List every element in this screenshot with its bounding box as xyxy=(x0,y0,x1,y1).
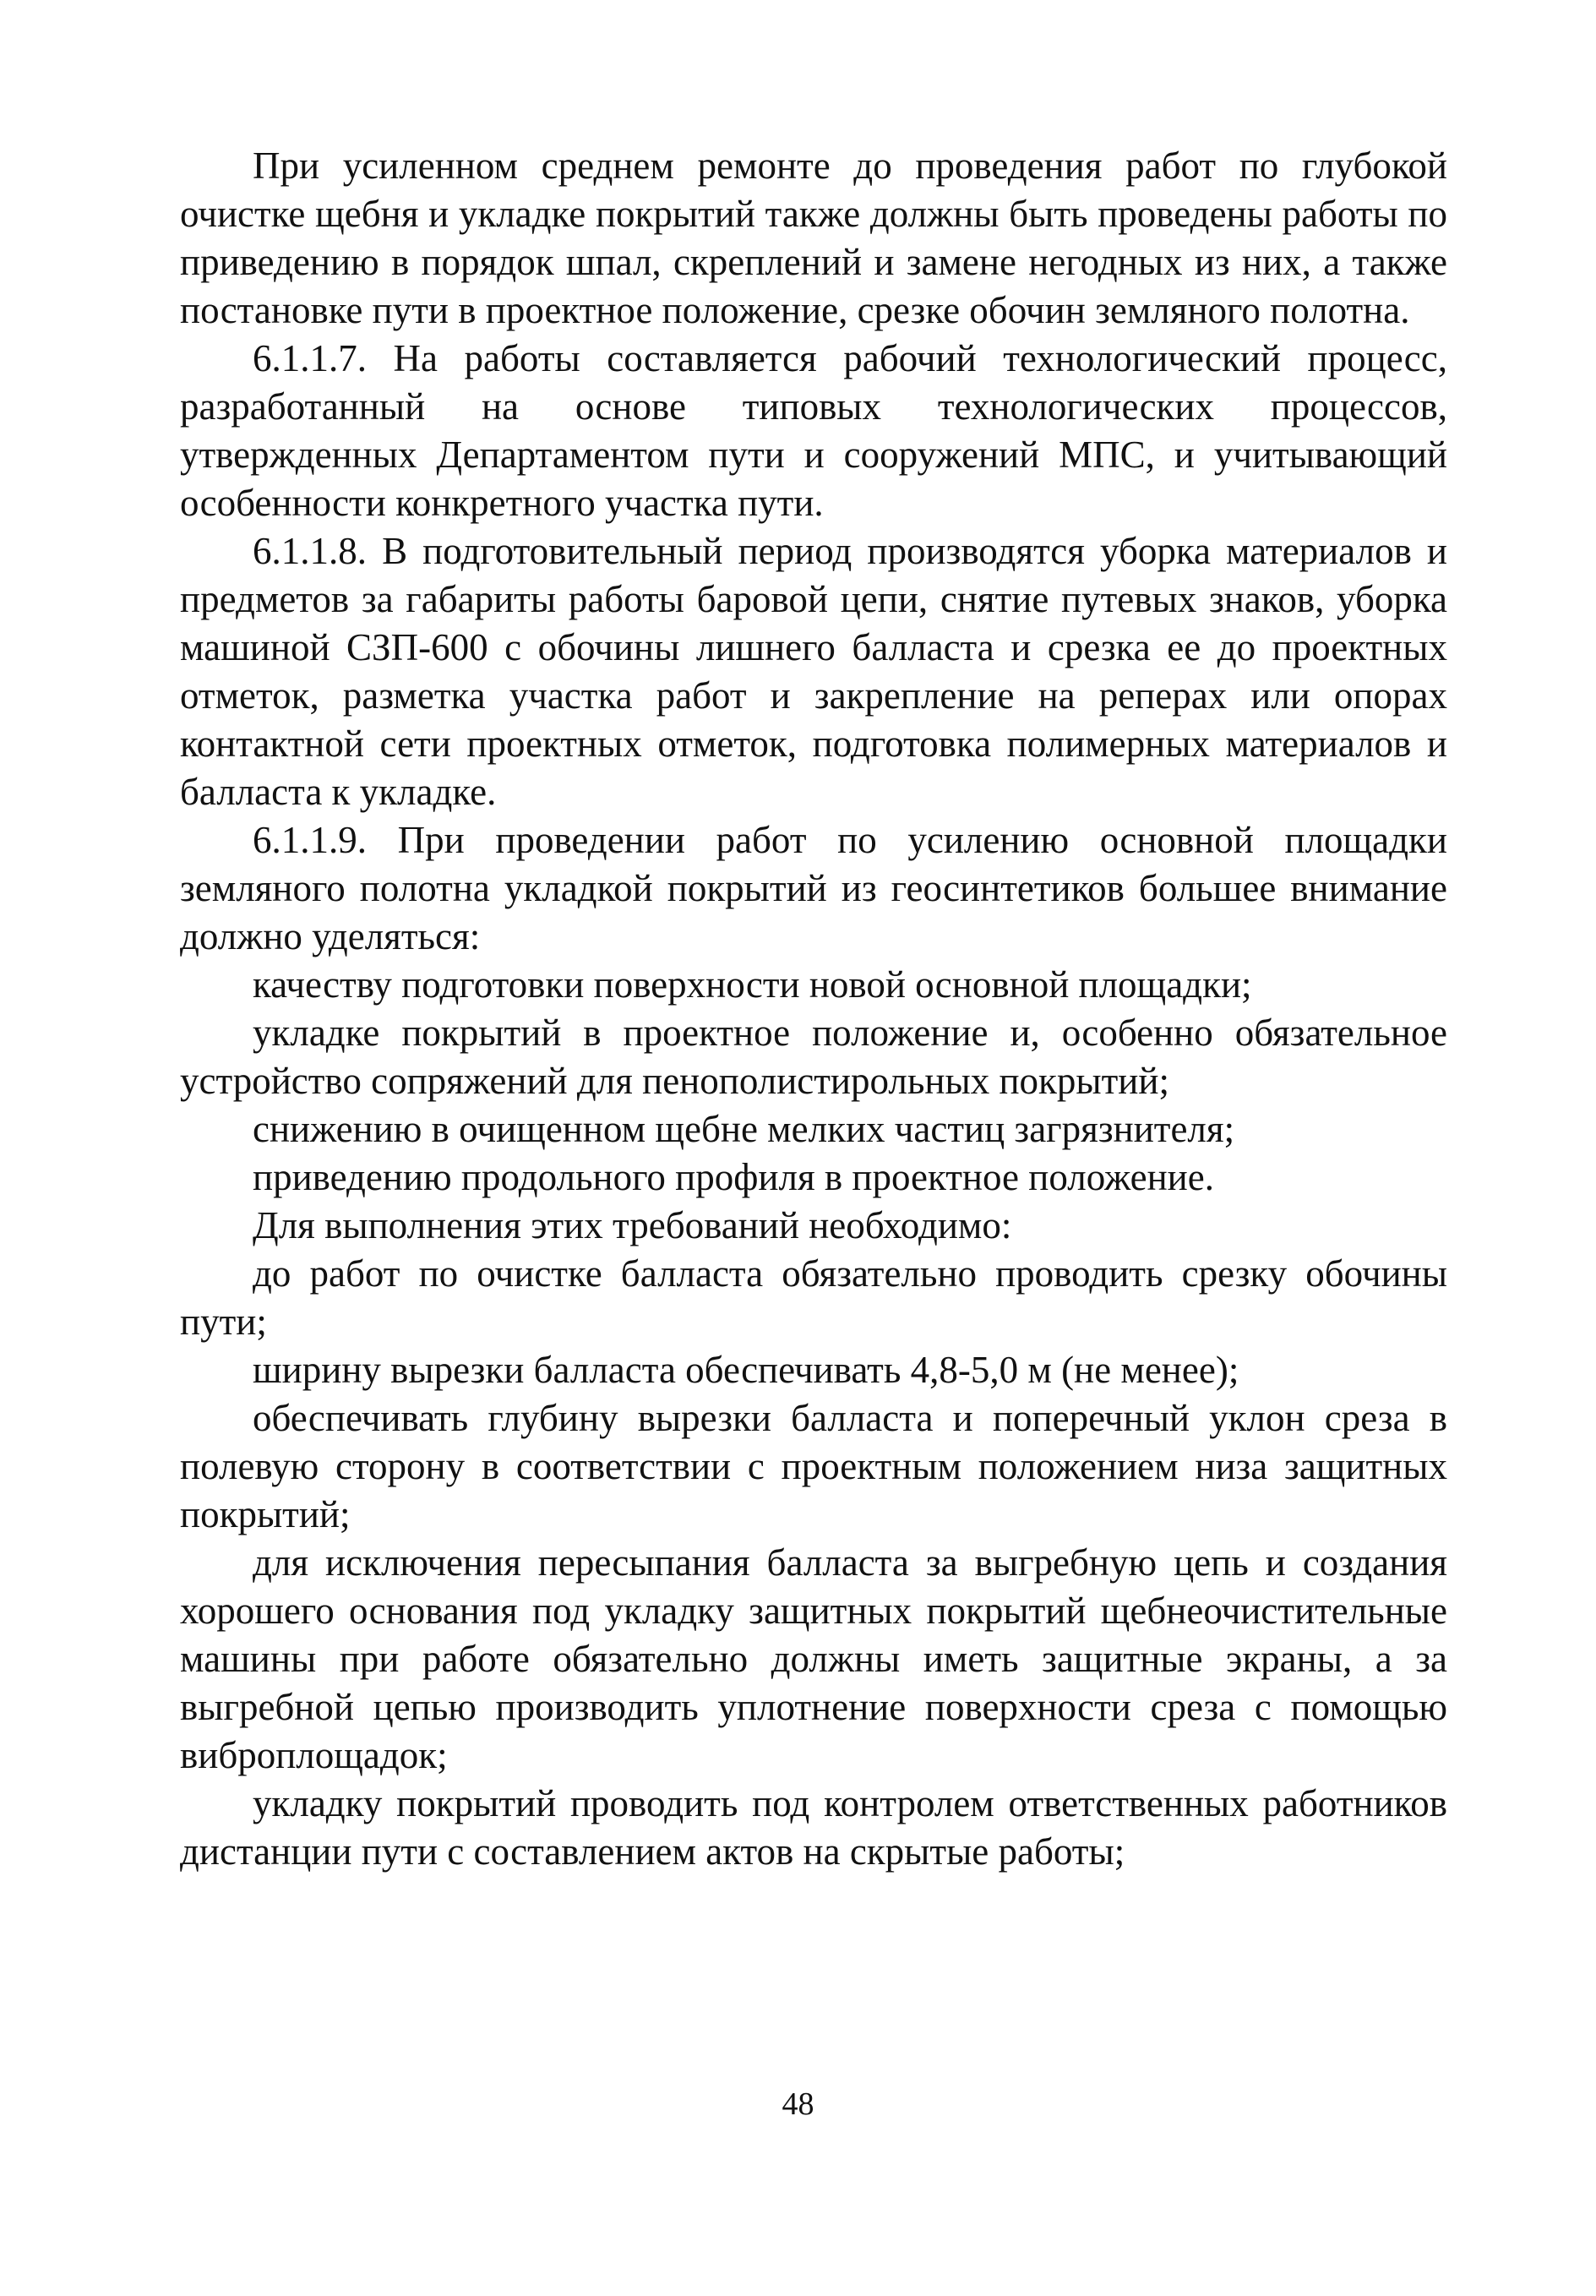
list-item-longitudinal-profile: приведению продольного профиля в проектное положение. xyxy=(253,1156,1214,1198)
list-item-shoulder-cutting: до работ по очистке балласта обязательно проводить срезку обочины пути; xyxy=(180,1252,1447,1343)
paragraph-6-1-1-9: 6.1.1.9. При проведении работ по усилению основной площадки земляного полотна укладкой покрытий из геосинтетиков большее внимание должно уделяться: xyxy=(180,819,1447,957)
list-item-inspection-acts: укладку покрытий проводить под контролем ответственных работников дистанции пути с составлением актов на скрытые работы; xyxy=(180,1782,1447,1873)
list-item-protective-screens: для исключения пересыпания балласта за выгребную цепь и создания хорошего основания под укладку защитных покрытий щебнеочистительные машины при работе обязательно должны иметь защитные экраны, а за выгребной цепью производить уплотнение поверхности среза с помощью виброплощадок; xyxy=(180,1541,1447,1776)
list-item-cut-depth: обеспечивать глубину вырезки балласта и поперечный уклон среза в полевую сторону в соответствии с проектным положением низа защитных покрытий; xyxy=(180,1397,1447,1535)
paragraph-6-1-1-7: 6.1.1.7. На работы составляется рабочий технологический процесс, разработанный на основе типовых технологических процессов, утвержденных Департаментом пути и сооружений МПС, и учитывающий особенности конкретного участка пути. xyxy=(180,337,1447,524)
page-number: 48 xyxy=(782,2086,814,2122)
body-text xyxy=(180,142,1447,1876)
requirements-intro: Для выполнения этих требований необходимо: xyxy=(253,1204,1012,1246)
list-item-surface-quality: качеству подготовки поверхности новой основной площадки; xyxy=(253,963,1252,1006)
paragraph-1: При усиленном среднем ремонте до проведения работ по глубокой очистке щебня и укладке покрытий также должны быть проведены работы по приведению в порядок шпал, скреплений и замене негодных из них, а также постановке пути в проектное положение, срезке обочин земляного полотна. xyxy=(180,145,1447,331)
list-item-fine-particles: снижению в очищенном щебне мелких частиц загрязнителя; xyxy=(253,1108,1235,1150)
list-item-coating-placement: укладке покрытий в проектное положение и, особенно обязательное устройство сопряжений для пенополистирольных покрытий; xyxy=(180,1012,1447,1102)
paragraph-6-1-1-8: 6.1.1.8. В подготовительный период производятся уборка материалов и предметов за габариты работы баровой цепи, снятие путевых знаков, уборка машиной СЗП-600 с обочины лишнего балласта и срезка ее до проектных отметок, разметка участка работ и закрепление на реперах или опорах контактной сети проектных отметок, подготовка полимерных материалов и балласта к укладке. xyxy=(180,530,1447,813)
list-item-cut-width: ширину вырезки балласта обеспечивать 4,8-5,0 м (не менее); xyxy=(253,1349,1239,1391)
